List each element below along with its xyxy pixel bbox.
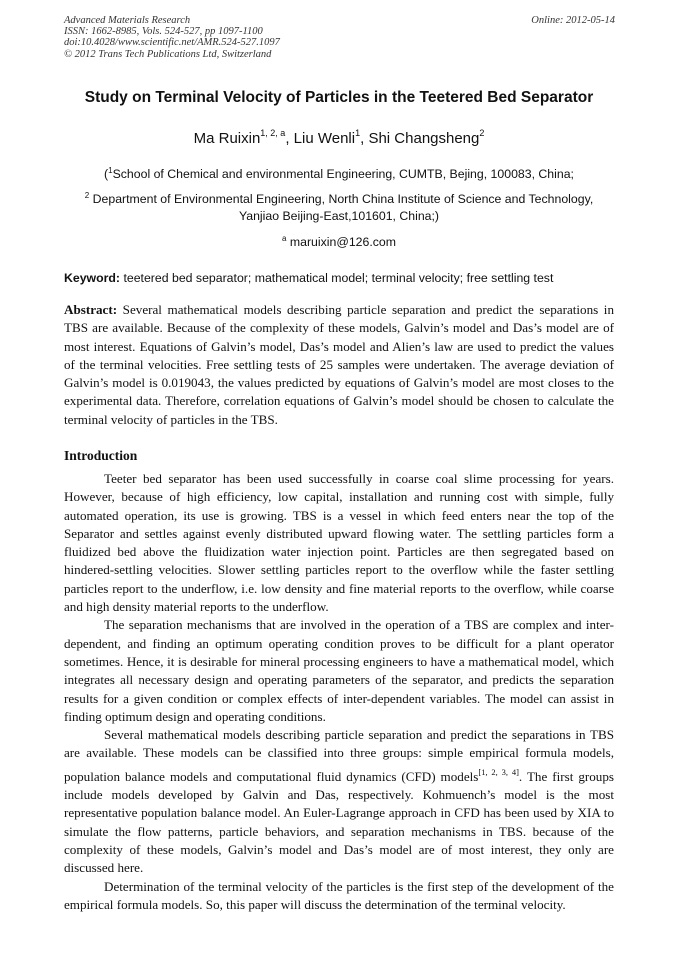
copyright-line: © 2012 Trans Tech Publications Ltd, Switzerland: [64, 48, 272, 60]
author-affiliation-marker: 1, 2, a: [260, 128, 286, 138]
author-name: Shi Changsheng: [368, 130, 480, 147]
email-marker: a: [282, 234, 287, 243]
affiliation-marker: 2: [84, 191, 90, 200]
intro-paragraph-3-text-cont: . The first groups include models developed by Galvin and Das, respectively. Kohmuench’s model is the most representative population balance model. An Euler-Lagrange approach in CFD has been used by XIA to simulate the flow patterns, particle behaviors, and separation mechanisms in TBS. because of the complexity of these models, Galvin’s model and Das’s model are of most interest, they only are discussed here.: [64, 768, 614, 876]
author-separator: ,: [360, 130, 369, 147]
affiliation-1: [0, 166, 678, 181]
author-list: [0, 128, 678, 147]
affiliation-marker: 1: [108, 166, 113, 175]
intro-paragraph-4: Determination of the terminal velocity of the particles is the first step of the development of the empirical formula models. So, this paper will discuss the determination of the terminal velocity.: [64, 878, 614, 912]
keyword-line: [64, 271, 553, 285]
citation-reference: [1, 2, 3, 4]: [478, 766, 519, 777]
affiliation-paren: (: [104, 167, 109, 181]
author-name: Liu Wenli: [293, 130, 356, 147]
abstract-text: Several mathematical models describing particle separation and predict the separations in TBS are available. Because of the complexity of these models, Galvin’s model and Das’s model are of most interest. Equations of Galvin’s model, Das’s model and Alien’s law are used to predict the values of the terminal velocities. Free settling tests of 25 samples were undertaken. The average deviation of Galvin’s model is 0.019043, the values predicted by equations of Galvin’s model are most closes to the experimental data. Therefore, correlation equations of Galvin’s model should be chosen to calculate the terminal velocity of particles in the TBS.: [64, 302, 614, 427]
author-affiliation-marker: 2: [479, 128, 485, 138]
intro-paragraph-1: Teeter bed separator has been used successfully in coarse coal slime processing for years. However, because of high efficiency, low capital, installation and running cost with simple, fully automated operation, its use is growing. TBS is a vessel in which feed enters near the top of the Separator and settles against evenly distributed upward flowing water. The settling particles form a fluidized bed above the fluidization water injection point. Particles are then segregated based on hindered-settling velocities. Slower settling particles report to the overflow while the faster settling particles report to the underflow, i.e. low density and fine material reports to the overflow, while coarse and high density material reports to the underflow.: [64, 471, 614, 615]
affiliation-text: School of Chemical and environmental Engineering, CUMTB, Bejing, 100083, China;: [112, 167, 574, 181]
journal-name: Advanced Materials Research: [64, 15, 191, 26]
intro-paragraph-3-text: Several mathematical models describing particle separation and predict the separations in TBS are available. These models can be classified into three groups: simple empirical formula models, population balance models and computational fluid dynamics (CFD) models: [64, 727, 614, 784]
affiliation-2: [0, 191, 678, 206]
journal-header: [64, 15, 280, 60]
author-affiliation-marker: 1: [355, 128, 361, 138]
affiliation-2-line2: Yanjiao Beijing-East,101601, China;): [238, 209, 440, 223]
intro-paragraph-2: The separation mechanisms that are involved in the operation of a TBS are complex and inter-dependent, and finding an optimum operating condition proves to be difficult for a plant operator sometimes. Hence, it is desirable for mineral processing engineers to have a mathematical model, which integrates all necessary design and operating parameters of the separator, and predicts the separation results for a given condition or complex effects of inter-dependent variables. The model can assist in finding optimum design and operating conditions.: [64, 617, 614, 724]
author-name: Ma Ruixin: [193, 130, 261, 147]
doi-line: doi:10.4028/www.scientific.net/AMR.524-527.1097: [64, 37, 280, 49]
author-separator: ,: [285, 130, 294, 147]
paper-title: Study on Terminal Velocity of Particles in the Teetered Bed Separator: [84, 89, 594, 106]
affiliation-text: Department of Environmental Engineering, North China Institute of Science and Technology,: [92, 192, 594, 206]
author-email: maruixin@126.com: [289, 235, 396, 249]
online-date: Online: 2012-05-14: [531, 15, 615, 26]
keyword-label: Keyword:: [64, 271, 121, 285]
introduction-body: [64, 470, 614, 914]
abstract: [64, 301, 614, 429]
section-heading-introduction: Introduction: [64, 448, 138, 463]
intro-paragraph-3: [64, 726, 614, 877]
abstract-label: Abstract:: [64, 302, 118, 317]
email-line: [0, 234, 678, 249]
keyword-text: teetered bed separator; mathematical model; terminal velocity; free settling test: [123, 271, 554, 285]
issn-line: ISSN: 1662-8985, Vols. 524-527, pp 1097-1100: [64, 26, 263, 38]
